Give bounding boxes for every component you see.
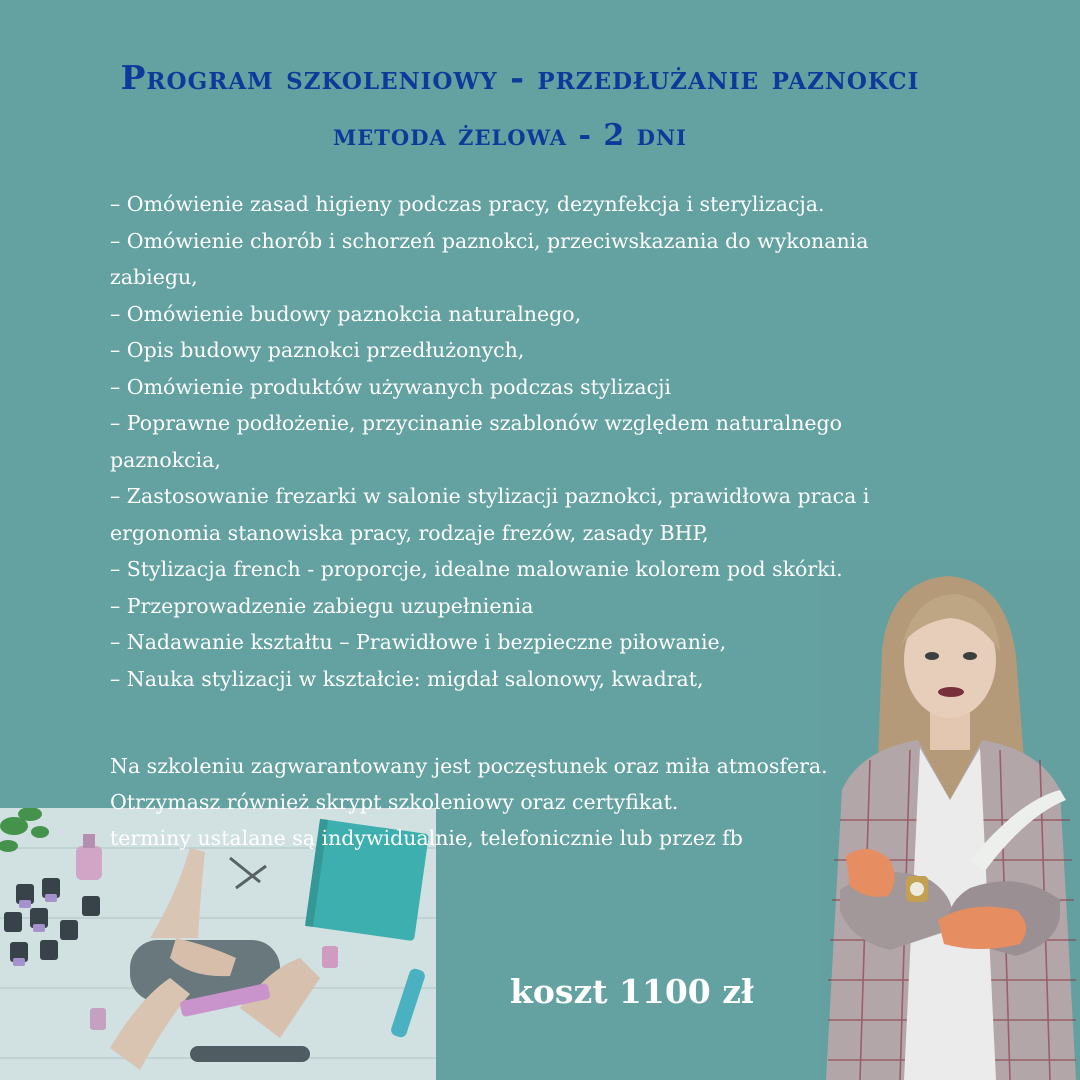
- program-item-products: – Omówienie produktów używanych podczas stylizacji: [110, 374, 671, 399]
- program-item-hygiene: – Omówienie zasad higieny podczas pracy, dezynfekcja i sterylizacja.: [110, 192, 825, 216]
- program-item-shaping: – Nadawanie kształtu – Prawidłowe i bezpieczne piłowanie,: [110, 630, 727, 654]
- info-block: [110, 748, 890, 856]
- program-item-french: – Stylizacja french - proporcje, idealne malowanie kolorem pod skórki.: [110, 557, 843, 581]
- program-item-extended-nails: – Opis budowy paznokci przedłużonych,: [110, 338, 525, 362]
- info-catering: Na szkoleniu zagwarantowany jest poczęstunek oraz miła atmosfera.: [110, 754, 828, 778]
- info-certificate: Otrzymasz również skrypt szkoleniowy oraz certyfikat.: [110, 790, 679, 814]
- page-title: Program szkoleniowy - przedłużanie paznokci: [120, 58, 920, 97]
- page-subtitle: metoda żelowa - 2 dni: [333, 118, 687, 153]
- program-item-refill: – Przeprowadzenie zabiegu uzupełnienia: [110, 593, 534, 618]
- program-item-styles: – Nauka stylizacji w kształcie: migdał salonowy, kwadrat,: [110, 666, 704, 691]
- program-list: [110, 186, 910, 697]
- program-item-natural-nail: – Omówienie budowy paznokcia naturalnego,: [110, 301, 582, 326]
- price-label: koszt 1100 zł: [510, 972, 754, 1011]
- program-item-drill: – Zastosowanie frezarki w salonie stylizacji paznokci, prawidłowa praca i ergonomia stanowiska pracy, rodzaje frezów, zasady BHP,: [110, 484, 870, 545]
- program-item-diseases: – Omówienie chorób i schorzeń paznokci, przeciwskazania do wykonania zabiegu,: [110, 228, 869, 289]
- info-scheduling: terminy ustalane są indywidualnie, telefonicznie lub przez fb: [110, 826, 743, 850]
- program-item-templates: – Poprawne podłożenie, przycinanie szablonów względem naturalnego paznokcia,: [110, 411, 843, 472]
